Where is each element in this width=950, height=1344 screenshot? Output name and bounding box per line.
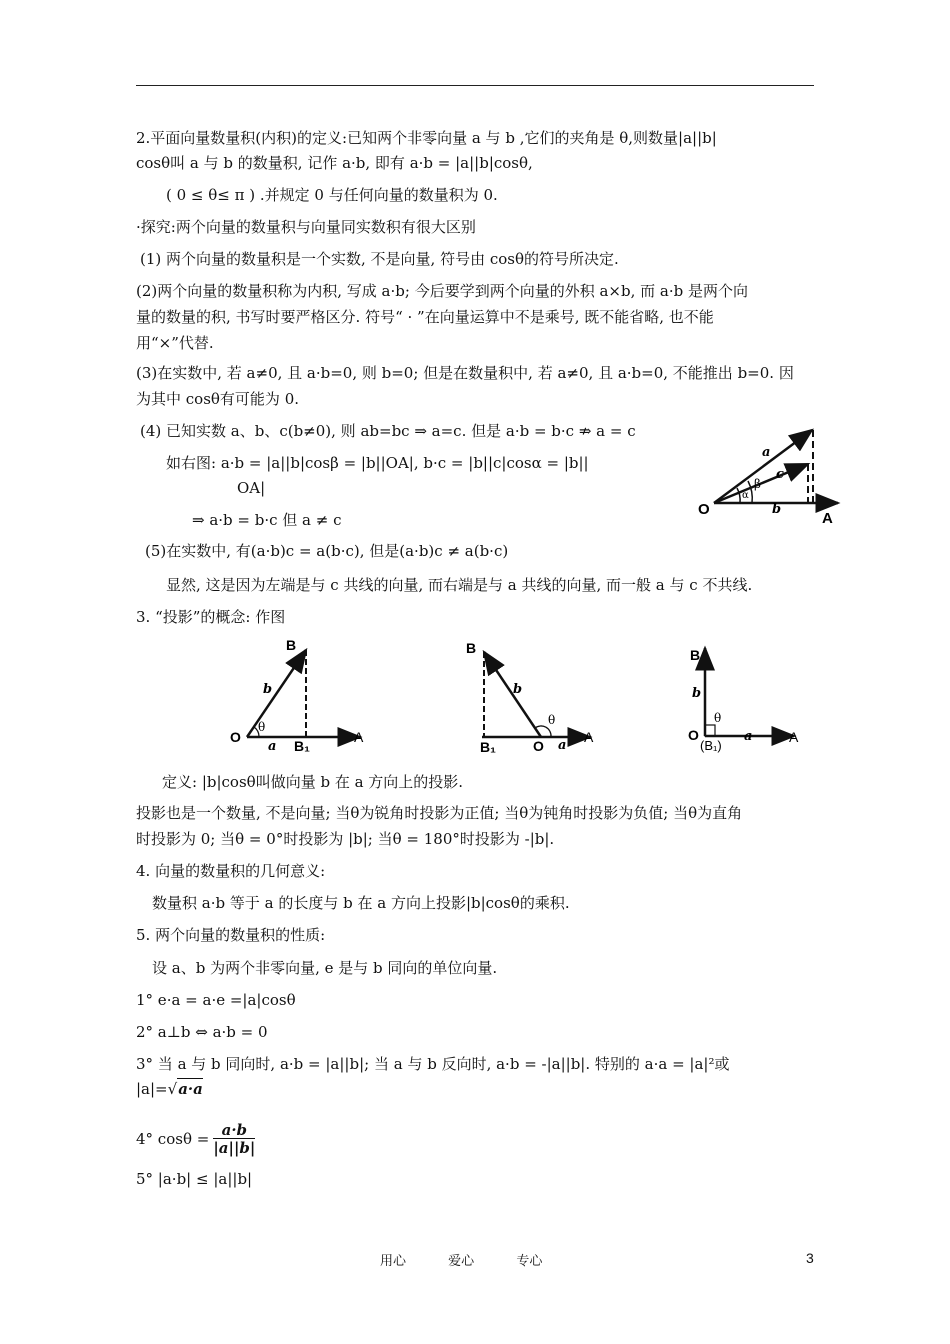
fraction <box>213 1122 255 1157</box>
text-line: (1) 两个向量的数量积是一个实数, 不是向量, 符号由 cosθ的符号所决定. <box>140 250 619 268</box>
text-line <box>136 1078 203 1099</box>
fig-label: a <box>744 729 753 744</box>
fig-label: a <box>762 445 771 460</box>
fig-label: A <box>822 510 833 527</box>
text-line: (5)在实数中, 有(a·b)c = a(b·c), 但是(a·b)c ≠ a(b·c) <box>145 542 509 560</box>
text-line: 显然, 这是因为左端是与 c 共线的向量, 而右端是与 a 共线的向量, 而一般 a 与 c 不共线. <box>166 576 753 594</box>
fig-label: B₁ <box>480 739 496 755</box>
fig-label: b <box>692 686 702 701</box>
text-line: (2)两个向量的数量积称为内积, 写成 a·b; 今后要学到两个向量的外积 a×b, 而 a·b 是两个向 <box>136 282 748 300</box>
fig-label: θ <box>714 711 722 725</box>
header-rule <box>136 85 814 86</box>
text-line: 投影也是一个数量, 不是向量; 当θ为锐角时投影为正值; 当θ为钝角时投影为负值; 当θ为直角 <box>136 804 743 822</box>
fig-label: O <box>230 729 241 745</box>
text-line: 数量积 a·b 等于 a 的长度与 b 在 a 方向上投影|b|cosθ的乘积. <box>152 894 570 912</box>
fig-label: b <box>772 502 782 517</box>
page-number: 3 <box>806 1250 814 1266</box>
text-line: ( 0 ≤ θ≤ π ) .并规定 0 与任何向量的数量积为 0. <box>166 186 498 204</box>
fig-label: B <box>690 647 701 663</box>
footer-text: 用心 <box>380 1254 407 1269</box>
text-line: 1° e·a = a·e =|a|cosθ <box>136 991 296 1009</box>
text-line: (3)在实数中, 若 a≠0, 且 a·b=0, 则 b=0; 但是在数量积中, 若 a≠0, 且 a·b=0, 不能推出 b=0. 因 <box>136 364 794 382</box>
text-line: 3° 当 a 与 b 同向时, a·b = |a||b|; 当 a 与 b 反向时, a·b = -|a||b|. 特别的 a·a = |a|²或 <box>136 1055 730 1073</box>
text-line: 4. 向量的数量积的几何意义: <box>136 862 326 880</box>
text-line: OA| <box>237 479 266 497</box>
fig-label: A <box>584 729 594 745</box>
figure-projection-acute <box>228 638 373 756</box>
sqrt-symbol: √ <box>167 1080 178 1098</box>
fig-label: c <box>776 467 784 482</box>
text-line: 5° |a·b| ≤ |a||b| <box>136 1170 253 1188</box>
footer <box>380 1250 580 1269</box>
text-line: 定义: |b|cosθ叫做向量 b 在 a 方向上的投影. <box>162 773 464 791</box>
text-line: cosθ叫 a 与 b 的数量积, 记作 a·b, 即有 a·b = |a||b|cosθ, <box>136 154 533 172</box>
modulus-expr: |a|= <box>136 1080 168 1098</box>
fraction-numerator: a·b <box>213 1122 255 1139</box>
fig-label: A <box>354 729 364 745</box>
text-line: 3. “投影”的概念: 作图 <box>136 608 286 626</box>
text-line: 时投影为 0; 当θ = 0°时投影为 |b|; 当θ = 180°时投影为 -|b|. <box>136 830 555 848</box>
fig-label: O <box>688 727 699 743</box>
fig-label: B₁ <box>294 738 310 754</box>
fig-label: (B₁) <box>700 738 722 753</box>
text-line: 2.平面向量数量积(内积)的定义:已知两个非零向量 a 与 b ,它们的夹角是 θ,则数量|a||b| <box>136 129 717 147</box>
fig-label: b <box>513 682 523 697</box>
text-line: ·探究:两个向量的数量积与向量同实数积有很大区别 <box>136 218 476 236</box>
fraction-denominator: |a||b| <box>213 1138 256 1157</box>
fig-label: B <box>286 638 297 653</box>
fig-label: O <box>533 738 544 754</box>
text-line: 如右图: a·b = |a||b|cosβ = |b||OA|, b·c = |b||c|cosα = |b|| <box>166 454 589 472</box>
text-line: 5. 两个向量的数量积的性质: <box>136 926 326 944</box>
figure-projection-right <box>688 640 808 755</box>
text-line: 为其中 cosθ有可能为 0. <box>136 390 300 408</box>
fig-label: A <box>789 729 799 745</box>
fig-label: B <box>466 640 477 656</box>
fig-label: α <box>742 490 749 501</box>
text-line: 用“×”代替. <box>136 334 214 352</box>
fig-label: β <box>754 477 761 491</box>
fig-label: b <box>263 682 273 697</box>
footer-text: 爱心 <box>448 1254 475 1269</box>
fig-label: a <box>268 739 277 754</box>
text-line: ⇒ a·b = b·c 但 a ≠ c <box>192 511 342 529</box>
text-line: (4) 已知实数 a、b、c(b≠0), 则 ab=bc ⇒ a=c. 但是 a·b = b·c ⇏ a = c <box>140 422 636 440</box>
cos-label: 4° cosθ = <box>136 1130 210 1148</box>
text-line: 设 a、b 为两个非零向量, e 是与 b 同向的单位向量. <box>152 959 498 977</box>
text-line: 量的数量的积, 书写时要严格区分. 符号“ · ”在向量运算中不是乘号, 既不能省略, 也不能 <box>136 308 714 326</box>
text-line: 2° a⊥b ⇔ a·b = 0 <box>136 1023 268 1041</box>
figure-projection-obtuse <box>462 638 602 756</box>
text-line <box>136 1118 255 1160</box>
fig-label: θ <box>258 720 266 734</box>
sqrt-radicand: a·a <box>178 1080 203 1098</box>
fig-label: a <box>558 738 567 753</box>
fig-label: θ <box>548 713 556 727</box>
figure-vectors-abc <box>696 420 846 528</box>
footer-text: 专心 <box>516 1254 543 1269</box>
fig-label: O <box>698 501 710 518</box>
